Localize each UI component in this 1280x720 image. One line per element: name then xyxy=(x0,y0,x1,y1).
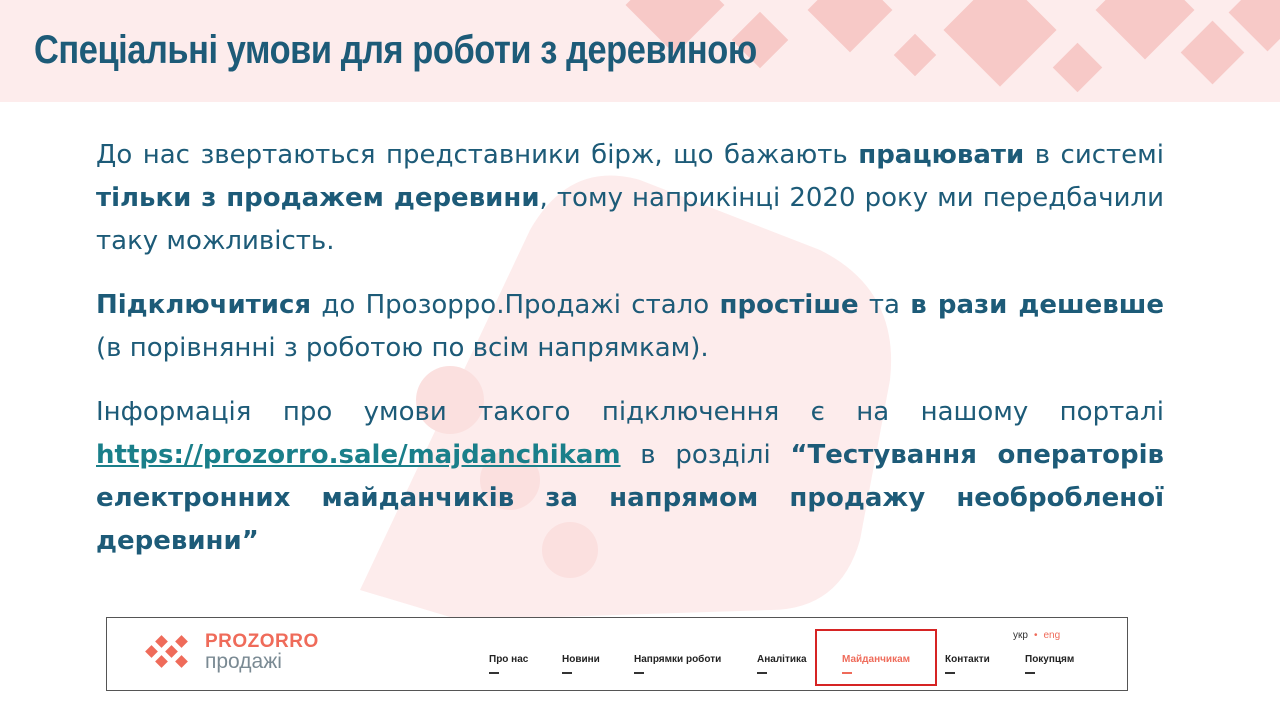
nav-item-buyers[interactable]: Покупцям xyxy=(1025,654,1074,674)
emphasis-text: в рази дешевше xyxy=(910,290,1164,320)
paragraph-text: До нас звертаються представники бірж, що бажають xyxy=(96,140,859,170)
header-banner xyxy=(0,0,1280,102)
emphasis-text: працювати xyxy=(858,140,1025,170)
lang-eng[interactable]: eng xyxy=(1043,630,1061,641)
decor-diamond xyxy=(1181,21,1245,85)
nav-item-directions[interactable]: Напрямки роботи xyxy=(634,654,721,674)
nav-item-analytics[interactable]: Аналітика xyxy=(757,654,807,674)
emphasis-text: простіше xyxy=(719,290,859,320)
paragraph-text: в системі xyxy=(1024,140,1164,170)
decor-diamond xyxy=(1096,0,1195,59)
logo-subtext: продажі xyxy=(205,650,282,673)
decor-diamond xyxy=(808,0,893,52)
paragraph-text: Інформація про умови такого підключення є на нашому порталі xyxy=(96,397,1164,427)
language-switcher xyxy=(1013,630,1060,641)
portal-link[interactable]: https://prozorro.sale/majdanchikam xyxy=(96,440,621,470)
paragraph-text: в розділі xyxy=(620,440,791,470)
decor-diamond xyxy=(1053,43,1102,92)
emphasis-text: тільки з продажем деревини xyxy=(96,183,540,213)
lang-separator: • xyxy=(1033,630,1038,641)
nav-item-contacts[interactable]: Контакти xyxy=(945,654,990,674)
paragraph-text: та xyxy=(858,290,911,320)
nav-item-about[interactable]: Про нас xyxy=(489,654,528,674)
emphasis-text: Підключитися xyxy=(96,290,312,320)
highlight-box xyxy=(815,629,937,686)
paragraph-text: (в порівнянні з роботою по всім напрямкам). xyxy=(96,333,709,363)
prozorro-logo xyxy=(145,627,335,677)
paragraph-text: , тому наприкінці 2020 року ми передбачили таку можливість. xyxy=(96,183,1164,256)
logo-mark-icon xyxy=(145,631,193,675)
website-nav-screenshot xyxy=(106,617,1128,691)
paragraph-intro xyxy=(96,134,1164,263)
paragraph-connection xyxy=(96,284,1164,370)
section-name: “Тестування операторів електронних майданчиків за напрямом продажу необробленої деревини” xyxy=(96,440,1164,556)
decor-diamond xyxy=(894,34,936,76)
content-body xyxy=(96,134,1164,584)
page-title: Спеціальні умови для роботи з деревиною xyxy=(34,28,757,72)
decor-diamond xyxy=(943,0,1056,87)
logo-text: PROZORRO xyxy=(205,631,319,652)
paragraph-info xyxy=(96,391,1164,563)
nav-item-news[interactable]: Новини xyxy=(562,654,600,674)
lang-ukr[interactable]: укр xyxy=(1013,630,1028,641)
nav-item-platforms[interactable]: Майданчикам xyxy=(842,654,910,674)
paragraph-text: до Прозорро.Продажі стало xyxy=(311,290,720,320)
